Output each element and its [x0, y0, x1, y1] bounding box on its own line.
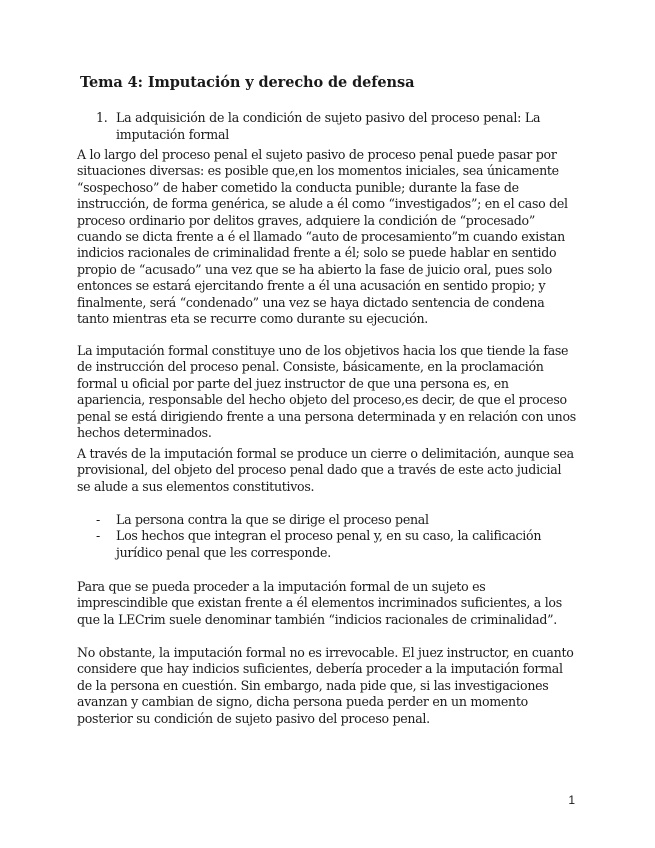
page-title: Tema 4: Imputación y derecho de defensa — [80, 74, 415, 91]
paragraph-1: A lo largo del proceso penal el sujeto pasivo de proceso penal puede pasar por situaciones diversas: es posible que,en los momentos iniciales, sea únicamente “sospechoso” de haber cometido la conducta punible; durante la fase de instrucción, de forma genérica, se alude a él como “investigados”; en el caso del proceso ordinario por delitos graves, adquiere la condición de “procesado” cuando se dicta frente a é el llamado “auto de procesamiento”m cuando existan indicios racionales de criminalidad frente a él; solo se puede hablar en sentido propio de “acusado” una vez que se ha abierto la fase de juicio oral, pues solo entonces se estará ejercitando frente a él una acusación en sentido propio; y finalmente, será “condenado” una vez se haya dictado sentencia de condena tanto mientras eta se recurre como durante su ejecución. — [77, 147, 568, 327]
paragraph-5: No obstante, la imputación formal no es irrevocable. El juez instructor, en cuanto considere que hay indicios suficientes, debería proceder a la imputación formal de la persona en cuestión. Sin embargo, nada pide que, si las investigaciones avanzan y cambian de signo, dicha persona pueda perder en un momento posterior su condición de sujeto pasivo del proceso penal. — [77, 645, 574, 726]
section-heading-text: La adquisición de la condición de sujeto pasivo del proceso penal: La imputación formal — [116, 110, 541, 142]
paragraph-2: La imputación formal constituye uno de los objetivos hacia los que tiende la fase de instrucción del proceso penal. Consiste, básicamente, en la proclamación formal u oficial por parte del juez instructor de que una persona es, en apariencia, responsable del hecho objeto del proceso,es decir, de que el proceso penal se está dirigiendo frente a una persona determinada y en relación con unos hechos determinados. — [77, 343, 576, 441]
bullet-dash: - — [96, 528, 100, 544]
list-item-text: La persona contra la que se dirige el proceso penal — [116, 512, 429, 527]
paragraph-4: Para que se pueda proceder a la imputación formal de un sujeto es imprescindible que existan frente a él elementos incriminados suficientes, a los que la LECrim suele denominar también “indicios racionales de criminalidad”. — [77, 579, 562, 627]
list-item-text: Los hechos que integran el proceso penal y, en su caso, la calificación jurídico penal que les corresponde. — [116, 528, 542, 560]
bullet-list — [96, 512, 576, 561]
section-number: 1. — [96, 110, 108, 125]
bullet-dash: - — [96, 512, 100, 527]
list-item — [96, 528, 576, 561]
section-heading — [96, 109, 576, 143]
list-item — [96, 512, 576, 528]
page-number: 1 — [568, 793, 575, 807]
paragraph-3: A través de la imputación formal se produce un cierre o delimitación, aunque sea provisional, del objeto del proceso penal dado que a través de este acto judicial se alude a sus elementos constitutivos. — [77, 446, 574, 494]
